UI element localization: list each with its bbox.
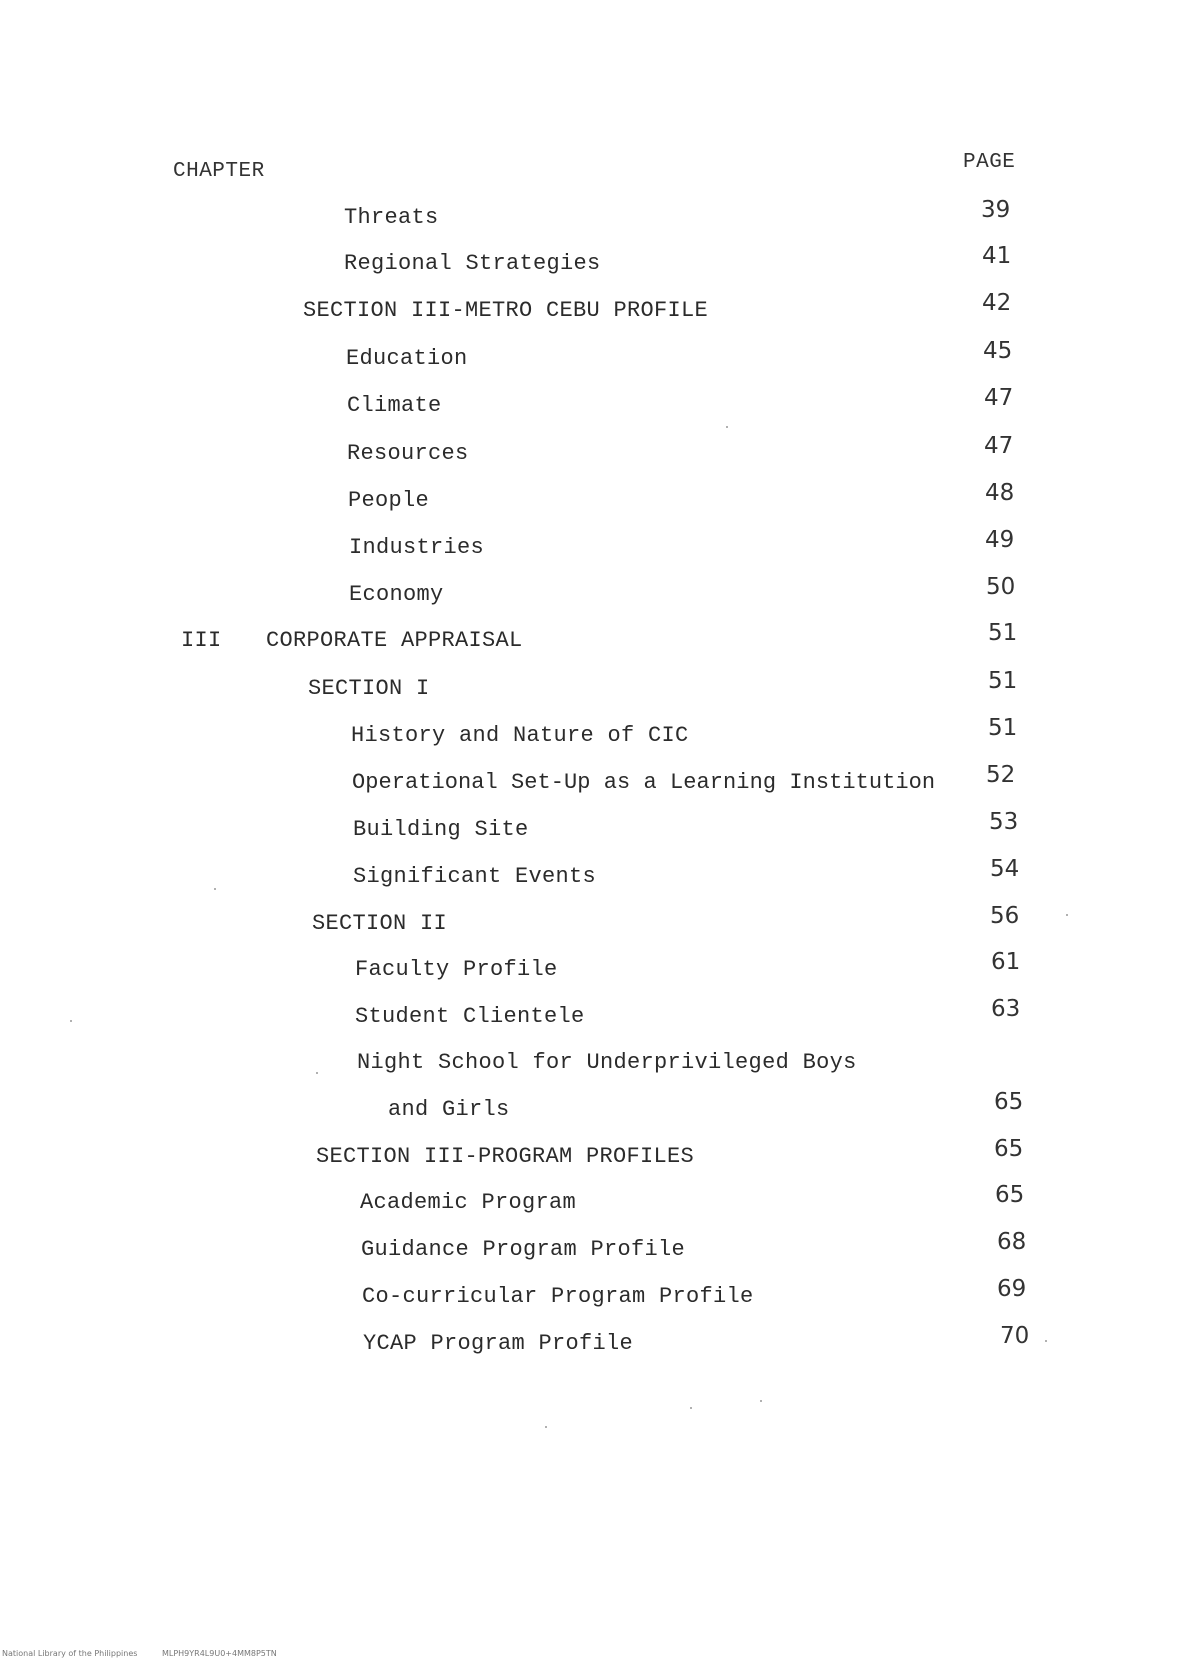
toc-entry-page: 51 — [988, 668, 1018, 694]
toc-entry — [0, 527, 1178, 571]
toc-entry-page: 50 — [986, 574, 1016, 600]
toc-entry-title: Industries — [349, 535, 485, 560]
toc-entry-page: 65 — [995, 1182, 1025, 1208]
toc-entry — [0, 290, 1178, 334]
toc-entry-title: Night School for Underprivileged Boys — [357, 1050, 857, 1075]
scan-speck — [726, 426, 728, 428]
scan-speck — [760, 1400, 762, 1402]
toc-entry-title: People — [348, 488, 430, 513]
toc-entry — [0, 1323, 1178, 1367]
toc-entry-title: Student Clientele — [355, 1004, 585, 1029]
toc-entry — [0, 1050, 1178, 1086]
toc-entry-page: 68 — [997, 1229, 1027, 1255]
toc-entry-title: Faculty Profile — [355, 957, 558, 982]
toc-entry — [0, 715, 1178, 759]
toc-entry — [0, 996, 1178, 1040]
scan-footer — [2, 1649, 277, 1658]
toc-entry — [0, 1229, 1178, 1273]
toc-entry-title: Operational Set-Up as a Learning Institution — [352, 770, 936, 795]
toc-entry-title: Academic Program — [360, 1190, 577, 1215]
toc-entry-title: History and Nature of CIC — [351, 723, 689, 748]
toc-entry — [0, 949, 1178, 993]
toc-entry-title: Co-curricular Program Profile — [362, 1284, 754, 1309]
toc-entry-page: 49 — [985, 527, 1015, 553]
toc-entry — [0, 385, 1178, 429]
scan-speck — [70, 1020, 72, 1022]
toc-entry — [0, 856, 1178, 900]
toc-chapter-number: III — [181, 628, 222, 653]
toc-entry-title: and Girls — [388, 1097, 510, 1122]
toc-entry-page: 56 — [990, 903, 1020, 929]
scan-speck — [214, 888, 216, 890]
toc-entry-page: 65 — [994, 1136, 1024, 1162]
toc-entry-page: 69 — [997, 1276, 1027, 1302]
toc-entry-title: Resources — [347, 441, 469, 466]
toc-entry-title: SECTION II — [312, 911, 448, 936]
footer-source: National Library of the Philippines — [2, 1649, 138, 1658]
toc-entry-title: Significant Events — [353, 864, 597, 889]
toc-entry — [0, 1182, 1178, 1226]
toc-entry — [0, 574, 1178, 618]
toc-entry-chapter — [0, 620, 1178, 664]
toc-entry-title: Regional Strategies — [344, 251, 601, 276]
toc-entry-title: SECTION III-PROGRAM PROFILES — [316, 1144, 695, 1169]
toc-entry-title: SECTION I — [308, 676, 430, 701]
toc-entry — [0, 243, 1178, 287]
toc-entry-page: 61 — [991, 949, 1021, 975]
toc-entry-page: 45 — [983, 338, 1013, 364]
toc-entry-title: Education — [346, 346, 468, 371]
toc-entry-page: 47 — [984, 433, 1014, 459]
toc-entry — [0, 480, 1178, 524]
footer-code: MLPH9YR4L9U0+4MM8P5TN — [161, 1649, 277, 1658]
scan-speck — [1066, 914, 1068, 916]
toc-entry — [0, 433, 1178, 477]
toc-entry-title: Threats — [344, 205, 439, 230]
toc-entry-page: 54 — [990, 856, 1020, 882]
toc-entry-page: 39 — [981, 197, 1011, 223]
scan-speck — [1045, 1340, 1047, 1342]
toc-entry-page: 47 — [984, 385, 1014, 411]
toc-entry-page: 41 — [982, 243, 1012, 269]
toc-entry-title: Guidance Program Profile — [361, 1237, 686, 1262]
toc-entry-title: CORPORATE APPRAISAL — [266, 628, 523, 653]
toc-entry-page: 65 — [994, 1089, 1024, 1115]
scan-speck — [690, 1407, 692, 1409]
chapter-column-header: CHAPTER — [173, 160, 265, 183]
toc-entry — [0, 809, 1178, 853]
toc-entry — [0, 1089, 1178, 1133]
toc-entry-page: 51 — [988, 715, 1018, 741]
toc-entry-page: 63 — [991, 996, 1021, 1022]
page-column-header: PAGE — [963, 151, 1016, 174]
scan-speck — [316, 1072, 318, 1074]
toc-entry — [0, 903, 1178, 947]
toc-entry-page: 53 — [989, 809, 1019, 835]
toc-entry-page: 42 — [982, 290, 1012, 316]
toc-entry-page: 51 — [988, 620, 1018, 646]
toc-entry-title: Climate — [347, 393, 442, 418]
toc-entry-page: 70 — [1000, 1323, 1030, 1349]
toc-entry-title: Economy — [349, 582, 444, 607]
toc-entry — [0, 197, 1178, 241]
toc-entry-title: SECTION III-METRO CEBU PROFILE — [303, 298, 709, 323]
toc-entry — [0, 1276, 1178, 1320]
toc-entry-title: Building Site — [353, 817, 529, 842]
toc-entry — [0, 762, 1178, 806]
toc-entry — [0, 1136, 1178, 1180]
toc-entry-page: 52 — [986, 762, 1016, 788]
toc-entry-title: YCAP Program Profile — [363, 1331, 634, 1356]
toc-entry-page: 48 — [985, 480, 1015, 506]
toc-entry — [0, 668, 1178, 712]
toc-entry — [0, 338, 1178, 382]
scan-speck — [545, 1426, 547, 1428]
